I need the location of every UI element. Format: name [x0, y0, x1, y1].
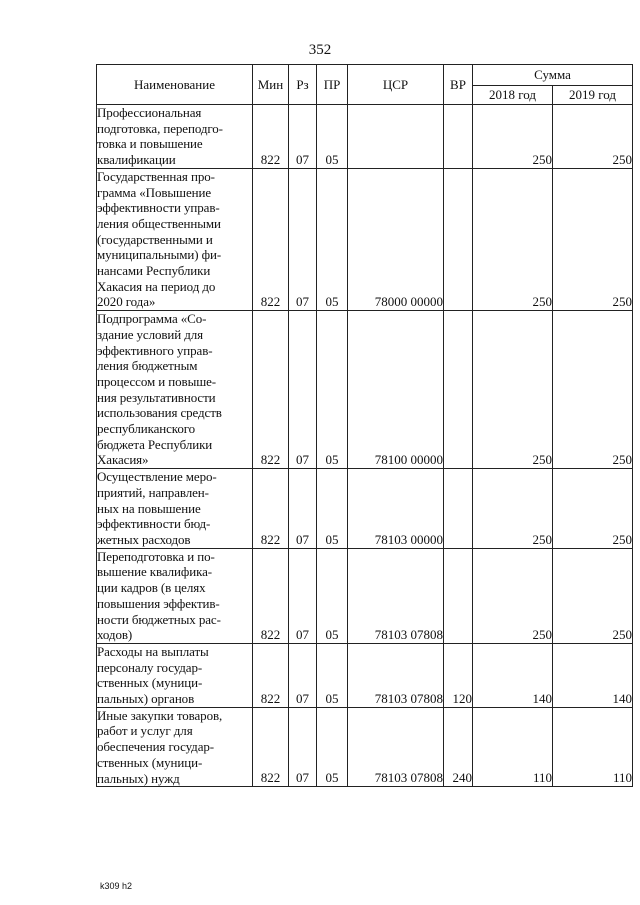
row-name — [97, 643, 253, 707]
cell-vr — [444, 469, 473, 549]
row-name-line: ления бюджетным — [97, 358, 198, 374]
cell-2018: 250 — [473, 168, 553, 310]
row-name-line: жетных расходов — [97, 531, 191, 547]
cell-2019: 140 — [553, 643, 633, 707]
cell-2019: 110 — [553, 707, 633, 787]
row-name-line: вышение квалифика- — [97, 564, 212, 580]
cell-csr: 78100 00000 — [348, 311, 444, 469]
cell-min: 822 — [253, 643, 289, 707]
row-name-line: 2020 года» — [97, 294, 156, 310]
cell-2019: 250 — [553, 311, 633, 469]
header-csr: ЦСР — [348, 65, 444, 105]
header-2019: 2019 год — [553, 86, 633, 105]
budget-table — [96, 64, 633, 787]
cell-min: 822 — [253, 105, 289, 169]
row-name-line: ции кадров (в целях — [97, 580, 206, 596]
row-name — [97, 469, 253, 549]
cell-2018: 110 — [473, 707, 553, 787]
row-name-line: муниципальными) фи- — [97, 247, 222, 263]
row-name-line: грамма «Повышение — [97, 184, 212, 200]
row-name-line: республиканского — [97, 421, 196, 437]
cell-rz: 07 — [289, 105, 317, 169]
cell-2019: 250 — [553, 105, 633, 169]
row-name-line: эффективного управ- — [97, 342, 213, 358]
header-2018: 2018 год — [473, 86, 553, 105]
row-name-line: пальных) нужд — [97, 770, 180, 786]
row-name-line: эффективности управ- — [97, 200, 220, 216]
cell-rz: 07 — [289, 643, 317, 707]
row-name-line: бюджета Республики — [97, 436, 213, 452]
row-name-line: эффективности бюд- — [97, 516, 211, 532]
row-name-line: нансами Республики — [97, 263, 211, 279]
cell-2019: 250 — [553, 548, 633, 643]
cell-min: 822 — [253, 707, 289, 787]
row-name-line: Хакасия» — [97, 452, 149, 468]
cell-pr: 05 — [317, 168, 348, 310]
row-name-line: ходов) — [97, 627, 133, 643]
row-name-line: приятий, направлен- — [97, 484, 209, 500]
header-vr: ВР — [444, 65, 473, 105]
cell-vr — [444, 311, 473, 469]
cell-pr: 05 — [317, 643, 348, 707]
cell-rz: 07 — [289, 548, 317, 643]
row-name — [97, 311, 253, 469]
cell-csr: 78103 07808 — [348, 707, 444, 787]
row-name-line: товка и повышение — [97, 136, 203, 152]
table-row — [97, 168, 633, 310]
table-row — [97, 643, 633, 707]
row-name-line: ния результативности — [97, 389, 216, 405]
cell-vr: 120 — [444, 643, 473, 707]
row-name-line: ления общественными — [97, 215, 221, 231]
row-name-line: Государственная про- — [97, 168, 215, 184]
table-row — [97, 311, 633, 469]
page-number: 352 — [308, 42, 332, 58]
row-name-line: персоналу государ- — [97, 659, 203, 675]
header-pr: ПР — [317, 65, 348, 105]
table-row — [97, 707, 633, 787]
row-name-line: использования средств — [97, 405, 222, 421]
cell-min: 822 — [253, 311, 289, 469]
cell-csr: 78103 07808 — [348, 548, 444, 643]
row-name-line: Переподготовка и по- — [97, 548, 215, 564]
row-name — [97, 548, 253, 643]
row-name-line: ных на повышение — [97, 500, 201, 516]
row-name-line: пальных) органов — [97, 691, 195, 707]
row-name-line: Осуществление меро- — [97, 469, 217, 485]
cell-vr — [444, 548, 473, 643]
row-name-line: ственных (муници- — [97, 754, 203, 770]
cell-min: 822 — [253, 548, 289, 643]
cell-2018: 250 — [473, 311, 553, 469]
cell-vr — [444, 105, 473, 169]
cell-2019: 250 — [553, 168, 633, 310]
cell-2018: 250 — [473, 105, 553, 169]
row-name-line: Хакасия на период до — [97, 278, 216, 294]
cell-pr: 05 — [317, 707, 348, 787]
footer-code: k309 h2 — [100, 881, 133, 891]
row-name-line: Иные закупки товаров, — [97, 707, 223, 723]
cell-pr: 05 — [317, 469, 348, 549]
cell-pr: 05 — [317, 105, 348, 169]
cell-csr: 78103 00000 — [348, 469, 444, 549]
cell-csr — [348, 105, 444, 169]
cell-vr — [444, 168, 473, 310]
row-name-line: (государственными и — [97, 231, 213, 247]
cell-2019: 250 — [553, 469, 633, 549]
table-row — [97, 469, 633, 549]
row-name-line: повышения эффектив- — [97, 595, 220, 611]
row-name-line: работ и услуг для — [97, 723, 193, 739]
cell-pr: 05 — [317, 311, 348, 469]
row-name-line: Подпрограмма «Со- — [97, 311, 207, 327]
cell-csr: 78103 07808 — [348, 643, 444, 707]
row-name-line: обеспечения государ- — [97, 739, 214, 755]
header-min: Мин — [253, 65, 289, 105]
row-name-line: процессом и повыше- — [97, 373, 217, 389]
table-row — [97, 105, 633, 169]
row-name-line: Профессиональная — [97, 105, 202, 120]
header-rz: Рз — [289, 65, 317, 105]
row-name-line: квалификации — [97, 152, 176, 168]
cell-pr: 05 — [317, 548, 348, 643]
row-name — [97, 707, 253, 787]
cell-rz: 07 — [289, 311, 317, 469]
cell-2018: 250 — [473, 548, 553, 643]
cell-rz: 07 — [289, 168, 317, 310]
header-name: Наименование — [97, 65, 253, 105]
cell-csr: 78000 00000 — [348, 168, 444, 310]
cell-2018: 140 — [473, 643, 553, 707]
header-sum: Сумма — [473, 65, 633, 86]
row-name — [97, 105, 253, 169]
cell-min: 822 — [253, 168, 289, 310]
row-name-line: Расходы на выплаты — [97, 643, 209, 659]
row-name-line: ственных (муници- — [97, 675, 203, 691]
cell-min: 822 — [253, 469, 289, 549]
cell-rz: 07 — [289, 469, 317, 549]
row-name-line: ности бюджетных рас- — [97, 611, 221, 627]
row-name-line: подготовка, переподго- — [97, 120, 223, 136]
cell-2018: 250 — [473, 469, 553, 549]
cell-vr: 240 — [444, 707, 473, 787]
row-name-line: здание условий для — [97, 326, 204, 342]
cell-rz: 07 — [289, 707, 317, 787]
row-name — [97, 168, 253, 310]
table-row — [97, 548, 633, 643]
